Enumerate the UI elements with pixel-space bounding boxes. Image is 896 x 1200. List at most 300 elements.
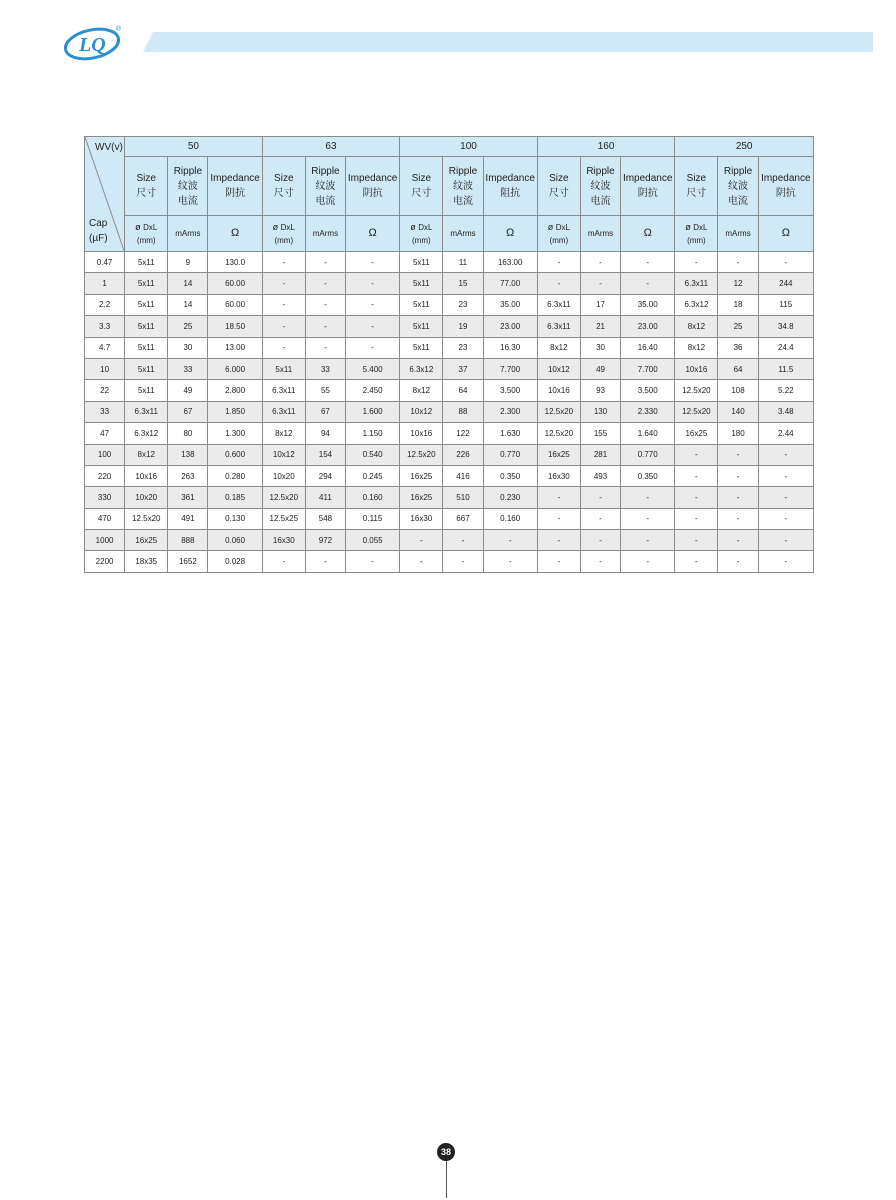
size-cell: 16x30 [262, 530, 305, 551]
impedance-cell: 0.160 [346, 487, 400, 508]
impedance-cell: 6.000 [208, 358, 262, 379]
impedance-unit: Ω [483, 216, 537, 252]
size-cell: - [537, 273, 580, 294]
impedance-cell: 1.640 [621, 423, 675, 444]
impedance-cell: 2.44 [758, 423, 813, 444]
ripple-cell: - [305, 551, 345, 572]
ripple-cell: 49 [168, 380, 208, 401]
ripple-cell: - [443, 530, 483, 551]
size-cell: - [675, 551, 718, 572]
size-cell: 6.3x11 [537, 294, 580, 315]
size-cell: 5x11 [125, 380, 168, 401]
impedance-cell: 1.630 [483, 423, 537, 444]
size-cell: - [537, 551, 580, 572]
ripple-cell: 281 [580, 444, 620, 465]
size-cell: 6.3x11 [125, 401, 168, 422]
page-number: 38 [437, 1143, 455, 1161]
size-cell: 8x12 [400, 380, 443, 401]
size-cell: 18x35 [125, 551, 168, 572]
size-unit: ø DxL (mm) [537, 216, 580, 252]
ripple-cell: 23 [443, 294, 483, 315]
voltage-header: 50 [125, 137, 263, 157]
size-cell: 8x12 [262, 423, 305, 444]
ripple-cell: 19 [443, 316, 483, 337]
size-cell: 6.3x12 [400, 358, 443, 379]
table-row [85, 465, 814, 486]
cap-cell: 470 [85, 508, 125, 529]
size-cell: - [675, 465, 718, 486]
impedance-unit: Ω [758, 216, 813, 252]
table-row [85, 294, 814, 315]
table-row [85, 401, 814, 422]
impedance-cell: - [483, 551, 537, 572]
size-cell: 5x11 [400, 316, 443, 337]
diameter-icon: ø [685, 221, 694, 232]
diameter-icon: ø [135, 221, 144, 232]
ripple-cell: 972 [305, 530, 345, 551]
ripple-cell: 64 [718, 358, 758, 379]
impedance-cell: 11.5 [758, 358, 813, 379]
table-row [85, 252, 814, 273]
diameter-icon: ø [272, 221, 281, 232]
impedance-cell: 18.50 [208, 316, 262, 337]
size-cell: - [262, 551, 305, 572]
page-marker-line [446, 1160, 447, 1198]
voltage-header: 160 [537, 137, 675, 157]
ripple-cell: 14 [168, 273, 208, 294]
size-cell: 10x12 [537, 358, 580, 379]
impedance-header: Impedance 阴抗 [621, 157, 675, 216]
impedance-cell: 60.00 [208, 294, 262, 315]
ripple-cell: 55 [305, 380, 345, 401]
size-cell: 5x11 [125, 316, 168, 337]
impedance-unit: Ω [208, 216, 262, 252]
impedance-cell: 5.22 [758, 380, 813, 401]
ripple-cell: - [580, 551, 620, 572]
impedance-cell: - [346, 337, 400, 358]
impedance-unit: Ω [621, 216, 675, 252]
ripple-cell: 155 [580, 423, 620, 444]
ripple-cell: - [580, 273, 620, 294]
ripple-cell: - [718, 465, 758, 486]
ripple-cell: - [580, 530, 620, 551]
impedance-cell: 2.450 [346, 380, 400, 401]
impedance-cell: - [621, 508, 675, 529]
ripple-cell: 37 [443, 358, 483, 379]
table-row [85, 273, 814, 294]
cap-cell: 4.7 [85, 337, 125, 358]
ripple-cell: 888 [168, 530, 208, 551]
impedance-cell: - [621, 551, 675, 572]
cap-cell: 22 [85, 380, 125, 401]
size-unit: ø DxL (mm) [400, 216, 443, 252]
size-cell: 6.3x12 [675, 294, 718, 315]
impedance-cell: 244 [758, 273, 813, 294]
voltage-header: 63 [262, 137, 400, 157]
size-cell: - [537, 530, 580, 551]
cap-cell: 10 [85, 358, 125, 379]
size-cell: - [675, 487, 718, 508]
size-header: Size 尺寸 [675, 157, 718, 216]
impedance-cell: - [758, 551, 813, 572]
size-cell: - [675, 530, 718, 551]
impedance-cell: 0.770 [483, 444, 537, 465]
impedance-cell: - [758, 508, 813, 529]
registered-mark: ® [116, 26, 122, 33]
impedance-cell: 3.48 [758, 401, 813, 422]
ripple-cell: 18 [718, 294, 758, 315]
ripple-cell: 226 [443, 444, 483, 465]
impedance-cell: 0.350 [621, 465, 675, 486]
impedance-cell: 2.300 [483, 401, 537, 422]
ripple-cell: 17 [580, 294, 620, 315]
size-cell: 8x12 [675, 316, 718, 337]
size-cell: 16x25 [675, 423, 718, 444]
size-cell: 16x25 [537, 444, 580, 465]
size-cell: 16x25 [125, 530, 168, 551]
table-row [85, 423, 814, 444]
table-row [85, 487, 814, 508]
ripple-cell: 180 [718, 423, 758, 444]
size-cell: - [400, 530, 443, 551]
ripple-cell: - [718, 530, 758, 551]
size-cell: 5x11 [125, 273, 168, 294]
impedance-cell: 0.245 [346, 465, 400, 486]
ripple-cell: 33 [305, 358, 345, 379]
cap-cell: 220 [85, 465, 125, 486]
ripple-cell: 130 [580, 401, 620, 422]
impedance-cell: - [483, 530, 537, 551]
cap-cell: 33 [85, 401, 125, 422]
ripple-cell: 108 [718, 380, 758, 401]
size-cell: - [537, 487, 580, 508]
impedance-cell: 0.540 [346, 444, 400, 465]
size-cell: 12.5x20 [400, 444, 443, 465]
impedance-cell: 16.30 [483, 337, 537, 358]
size-cell: - [675, 444, 718, 465]
cap-cell: 2.2 [85, 294, 125, 315]
impedance-cell: - [621, 487, 675, 508]
impedance-cell: 1.300 [208, 423, 262, 444]
size-cell: 5x11 [400, 273, 443, 294]
ripple-cell: - [443, 551, 483, 572]
ripple-cell: 491 [168, 508, 208, 529]
ripple-cell: 25 [718, 316, 758, 337]
size-cell: 10x12 [400, 401, 443, 422]
size-cell: - [675, 252, 718, 273]
size-cell: 10x16 [675, 358, 718, 379]
impedance-cell: 77.00 [483, 273, 537, 294]
ripple-cell: - [718, 444, 758, 465]
size-cell: 10x16 [537, 380, 580, 401]
impedance-cell: - [346, 273, 400, 294]
impedance-cell: 34.8 [758, 316, 813, 337]
impedance-cell: 0.280 [208, 465, 262, 486]
impedance-cell: 163.00 [483, 252, 537, 273]
ripple-cell: 15 [443, 273, 483, 294]
ripple-cell: - [305, 273, 345, 294]
size-cell: 6.3x11 [537, 316, 580, 337]
impedance-cell: 115 [758, 294, 813, 315]
ripple-cell: 122 [443, 423, 483, 444]
size-cell: 5x11 [400, 252, 443, 273]
logo-text: LQ [79, 34, 106, 56]
ripple-cell: - [718, 551, 758, 572]
impedance-cell: 0.130 [208, 508, 262, 529]
impedance-cell: 7.700 [621, 358, 675, 379]
impedance-header: Impedance 阴抗 [208, 157, 262, 216]
size-cell: 6.3x11 [262, 401, 305, 422]
size-cell: 10x16 [400, 423, 443, 444]
ripple-cell: - [305, 316, 345, 337]
size-unit: ø DxL (mm) [125, 216, 168, 252]
impedance-cell: 0.028 [208, 551, 262, 572]
size-cell: 16x25 [400, 487, 443, 508]
impedance-cell: - [758, 487, 813, 508]
impedance-cell: - [346, 551, 400, 572]
impedance-cell: 3.500 [483, 380, 537, 401]
ripple-unit: mArms [718, 216, 758, 252]
impedance-cell: 35.00 [621, 294, 675, 315]
ripple-cell: 667 [443, 508, 483, 529]
size-cell: 10x20 [125, 487, 168, 508]
ripple-cell: - [580, 252, 620, 273]
impedance-cell: - [621, 273, 675, 294]
impedance-cell: 23.00 [483, 316, 537, 337]
ripple-cell: - [718, 252, 758, 273]
impedance-cell: 60.00 [208, 273, 262, 294]
impedance-cell: 0.350 [483, 465, 537, 486]
header-band [143, 32, 873, 52]
ripple-cell: - [580, 508, 620, 529]
size-cell: 12.5x20 [125, 508, 168, 529]
ripple-cell: 30 [168, 337, 208, 358]
ripple-cell: 88 [443, 401, 483, 422]
size-cell: 16x25 [400, 465, 443, 486]
impedance-cell: 1.600 [346, 401, 400, 422]
ripple-cell: 12 [718, 273, 758, 294]
size-cell: - [262, 294, 305, 315]
impedance-cell: - [758, 530, 813, 551]
size-cell: 10x16 [125, 465, 168, 486]
size-cell: - [262, 337, 305, 358]
size-cell: - [262, 252, 305, 273]
column-names-row [85, 157, 814, 216]
size-cell: 6.3x11 [675, 273, 718, 294]
ripple-cell: 11 [443, 252, 483, 273]
impedance-cell: 2.800 [208, 380, 262, 401]
ripple-cell: 9 [168, 252, 208, 273]
size-cell: 6.3x11 [262, 380, 305, 401]
ripple-cell: 263 [168, 465, 208, 486]
ripple-header: Ripple 纹波 电流 [443, 157, 483, 216]
impedance-cell: - [758, 444, 813, 465]
impedance-cell: 1.850 [208, 401, 262, 422]
ripple-header: Ripple 纹波 电流 [168, 157, 208, 216]
voltage-header: 100 [400, 137, 538, 157]
ripple-cell: - [305, 252, 345, 273]
voltage-header: 250 [675, 137, 814, 157]
cap-label: Cap (µF) [89, 218, 108, 244]
impedance-cell: 5.400 [346, 358, 400, 379]
size-cell: 5x11 [125, 337, 168, 358]
cap-cell: 47 [85, 423, 125, 444]
ripple-cell: 154 [305, 444, 345, 465]
size-cell: 5x11 [125, 294, 168, 315]
ripple-cell: - [305, 294, 345, 315]
size-cell: 12.5x20 [537, 423, 580, 444]
size-cell: - [537, 508, 580, 529]
size-cell: - [262, 316, 305, 337]
ripple-cell: 548 [305, 508, 345, 529]
impedance-cell: - [346, 294, 400, 315]
size-unit: ø DxL (mm) [262, 216, 305, 252]
impedance-cell: 23.00 [621, 316, 675, 337]
size-cell: 10x20 [262, 465, 305, 486]
size-cell: 8x12 [675, 337, 718, 358]
impedance-cell: 0.185 [208, 487, 262, 508]
ripple-header: Ripple 纹波 电流 [718, 157, 758, 216]
impedance-cell: 0.160 [483, 508, 537, 529]
wv-label: WV(v) [95, 142, 123, 153]
size-cell: 12.5x20 [537, 401, 580, 422]
impedance-header: Impedance 阴抗 [346, 157, 400, 216]
impedance-cell: 0.770 [621, 444, 675, 465]
ripple-cell: - [718, 487, 758, 508]
size-header: Size 尺寸 [400, 157, 443, 216]
header-corner [85, 137, 125, 252]
impedance-cell: - [346, 252, 400, 273]
cap-cell: 330 [85, 487, 125, 508]
cap-cell: 100 [85, 444, 125, 465]
table-body [85, 252, 814, 573]
diameter-icon: ø [410, 221, 419, 232]
size-cell: 12.5x20 [675, 380, 718, 401]
impedance-cell: 0.115 [346, 508, 400, 529]
ripple-cell: 140 [718, 401, 758, 422]
ripple-cell: 21 [580, 316, 620, 337]
size-cell: 6.3x12 [125, 423, 168, 444]
cap-cell: 0.47 [85, 252, 125, 273]
impedance-cell: 3.500 [621, 380, 675, 401]
ripple-cell: 510 [443, 487, 483, 508]
ripple-cell: - [305, 337, 345, 358]
size-cell: - [262, 273, 305, 294]
impedance-cell: 130.0 [208, 252, 262, 273]
size-cell: 12.5x20 [262, 487, 305, 508]
ripple-cell: 36 [718, 337, 758, 358]
impedance-cell: - [621, 530, 675, 551]
size-cell: - [675, 508, 718, 529]
size-cell: 10x12 [262, 444, 305, 465]
size-header: Size 尺寸 [125, 157, 168, 216]
impedance-cell: 0.230 [483, 487, 537, 508]
impedance-cell: 0.600 [208, 444, 262, 465]
ripple-cell: 67 [305, 401, 345, 422]
ripple-cell: 33 [168, 358, 208, 379]
ripple-cell: - [718, 508, 758, 529]
ripple-cell: 64 [443, 380, 483, 401]
size-cell: 5x11 [125, 358, 168, 379]
size-cell: 16x30 [537, 465, 580, 486]
impedance-cell: 7.700 [483, 358, 537, 379]
cap-cell: 1000 [85, 530, 125, 551]
ripple-unit: mArms [580, 216, 620, 252]
table-row [85, 551, 814, 572]
impedance-cell: 0.055 [346, 530, 400, 551]
ripple-cell: 93 [580, 380, 620, 401]
size-cell: - [400, 551, 443, 572]
impedance-cell: - [346, 316, 400, 337]
size-cell: 8x12 [537, 337, 580, 358]
ripple-unit: mArms [443, 216, 483, 252]
ripple-cell: 30 [580, 337, 620, 358]
ripple-cell: 25 [168, 316, 208, 337]
size-cell: 12.5x25 [262, 508, 305, 529]
cap-cell: 2200 [85, 551, 125, 572]
column-units-row [85, 216, 814, 252]
size-cell: 5x11 [262, 358, 305, 379]
size-cell: 5x11 [400, 294, 443, 315]
table-row [85, 508, 814, 529]
ripple-cell: 80 [168, 423, 208, 444]
ripple-cell: 416 [443, 465, 483, 486]
ripple-header: Ripple 纹波 电流 [580, 157, 620, 216]
ripple-cell: 94 [305, 423, 345, 444]
size-cell: - [537, 252, 580, 273]
ripple-cell: 14 [168, 294, 208, 315]
ripple-cell: 411 [305, 487, 345, 508]
company-logo [62, 22, 124, 62]
table-row [85, 444, 814, 465]
cap-cell: 1 [85, 273, 125, 294]
ripple-cell: 138 [168, 444, 208, 465]
size-cell: 8x12 [125, 444, 168, 465]
impedance-header: Impedance 阻抗 [483, 157, 537, 216]
impedance-cell: - [621, 252, 675, 273]
ripple-header: Ripple 纹波 电流 [305, 157, 345, 216]
size-cell: 16x30 [400, 508, 443, 529]
ripple-cell: 361 [168, 487, 208, 508]
table-row [85, 380, 814, 401]
impedance-cell: - [758, 252, 813, 273]
ripple-unit: mArms [168, 216, 208, 252]
size-cell: 5x11 [400, 337, 443, 358]
ripple-cell: - [580, 487, 620, 508]
size-unit: ø DxL (mm) [675, 216, 718, 252]
spec-table [84, 136, 814, 573]
impedance-cell: 16.40 [621, 337, 675, 358]
ripple-cell: 1652 [168, 551, 208, 572]
impedance-cell: 1.150 [346, 423, 400, 444]
table-row [85, 530, 814, 551]
table-header [85, 137, 814, 252]
cap-cell: 3.3 [85, 316, 125, 337]
impedance-unit: Ω [346, 216, 400, 252]
impedance-cell: 2.330 [621, 401, 675, 422]
impedance-header: Impedance 阴抗 [758, 157, 813, 216]
impedance-cell: 24.4 [758, 337, 813, 358]
size-header: Size 尺寸 [537, 157, 580, 216]
ripple-cell: 294 [305, 465, 345, 486]
impedance-cell: 0.060 [208, 530, 262, 551]
ripple-cell: 49 [580, 358, 620, 379]
ripple-cell: 23 [443, 337, 483, 358]
size-cell: 5x11 [125, 252, 168, 273]
logo-icon [62, 22, 124, 62]
ripple-cell: 493 [580, 465, 620, 486]
diameter-icon: ø [547, 221, 556, 232]
